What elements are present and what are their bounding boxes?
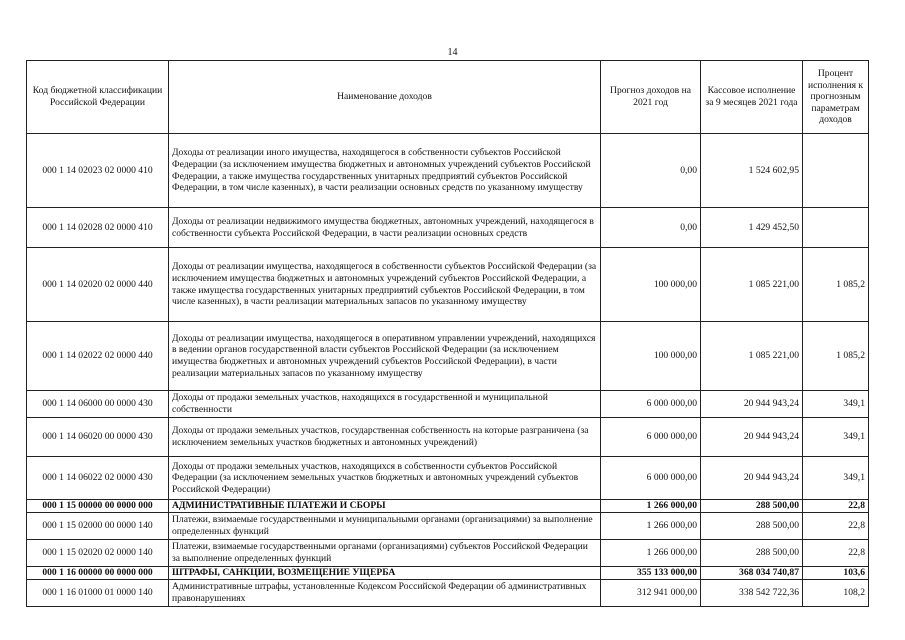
cell-actual: 20 944 943,24 bbox=[701, 391, 803, 418]
cell-name: Доходы от продажи земельных участков, государственная собственность на которые разграничена (за исключением земельных участков бюджетных и автономных учреждений) bbox=[169, 418, 601, 457]
cell-code: 000 1 15 02000 00 0000 140 bbox=[27, 513, 169, 540]
cell-code: 000 1 15 02020 02 0000 140 bbox=[27, 540, 169, 567]
cell-name: Доходы от реализации недвижимого имущества бюджетных, автономных учреждений, находящегося в собственности субъекта Российской Федерации, в части реализации основных средств bbox=[169, 208, 601, 248]
header-percent: Процент исполнения к прогнозным параметрам доходов bbox=[803, 61, 869, 134]
cell-forecast: 312 941 000,00 bbox=[601, 580, 701, 607]
cell-actual: 368 034 740,87 bbox=[701, 567, 803, 580]
cell-percent bbox=[803, 134, 869, 208]
cell-forecast: 1 266 000,00 bbox=[601, 513, 701, 540]
cell-name: Платежи, взимаемые государственными и муниципальными органами (организациями) за выполнение определенных функций bbox=[169, 513, 601, 540]
cell-actual: 288 500,00 bbox=[701, 513, 803, 540]
cell-name: Доходы от продажи земельных участков, находящихся в государственной и муниципальной собственности bbox=[169, 391, 601, 418]
cell-forecast: 6 000 000,00 bbox=[601, 391, 701, 418]
cell-code: 000 1 14 06022 02 0000 430 bbox=[27, 457, 169, 500]
cell-percent: 22,8 bbox=[803, 513, 869, 540]
table-row bbox=[27, 580, 869, 607]
table-row bbox=[27, 567, 869, 580]
revenue-table bbox=[26, 60, 869, 607]
cell-name: ШТРАФЫ, САНКЦИИ, ВОЗМЕЩЕНИЕ УЩЕРБА bbox=[169, 567, 601, 580]
cell-forecast: 0,00 bbox=[601, 208, 701, 248]
cell-forecast: 355 133 000,00 bbox=[601, 567, 701, 580]
cell-forecast: 100 000,00 bbox=[601, 248, 701, 322]
cell-name: Доходы от реализации иного имущества, находящегося в собственности субъектов Российской Федерации (за исключением имущества бюджетных и автономных учреждений субъектов Российской Федерации, а также имущества государственных унитарных предприятий субъектов Российской Федерации, в том числе казенных), в части реализации основных средств по указанному имуществу bbox=[169, 134, 601, 208]
cell-percent: 1 085,2 bbox=[803, 248, 869, 322]
cell-percent: 22,8 bbox=[803, 500, 869, 513]
cell-actual: 338 542 722,36 bbox=[701, 580, 803, 607]
cell-percent: 349,1 bbox=[803, 418, 869, 457]
table-row bbox=[27, 208, 869, 248]
cell-code: 000 1 15 00000 00 0000 000 bbox=[27, 500, 169, 513]
header-actual: Кассовое исполнение за 9 месяцев 2021 года bbox=[701, 61, 803, 134]
header-code: Код бюджетной классификации Российской Федерации bbox=[27, 61, 169, 134]
cell-actual: 1 429 452,50 bbox=[701, 208, 803, 248]
cell-code: 000 1 16 00000 00 0000 000 bbox=[27, 567, 169, 580]
cell-code: 000 1 14 02022 02 0000 440 bbox=[27, 322, 169, 391]
cell-actual: 1 524 602,95 bbox=[701, 134, 803, 208]
table-row bbox=[27, 513, 869, 540]
cell-name: Доходы от реализации имущества, находящегося в собственности субъектов Российской Федерации (за исключением имущества бюджетных и автономных учреждений субъектов Российской Федерации, а также имущества государственных унитарных предприятий субъектов Российской Федерации, в том числе казенных), в части реализации материальных запасов по указанному имуществу bbox=[169, 248, 601, 322]
cell-forecast: 6 000 000,00 bbox=[601, 457, 701, 500]
cell-name: Административные штрафы, установленные Кодексом Российской Федерации об административных правонарушениях bbox=[169, 580, 601, 607]
cell-percent: 1 085,2 bbox=[803, 322, 869, 391]
cell-name: АДМИНИСТРАТИВНЫЕ ПЛАТЕЖИ И СБОРЫ bbox=[169, 500, 601, 513]
cell-code: 000 1 14 02023 02 0000 410 bbox=[27, 134, 169, 208]
cell-code: 000 1 14 02020 02 0000 440 bbox=[27, 248, 169, 322]
cell-percent: 349,1 bbox=[803, 457, 869, 500]
cell-name: Платежи, взимаемые государственными органами (организациями) субъектов Российской Федерации за выполнение определенных функций bbox=[169, 540, 601, 567]
cell-name: Доходы от реализации имущества, находящегося в оперативном управлении учреждений, находящихся в ведении органов государственной власти субъектов Российской Федерации (за исключением имущества бюджетных и автономных учреждений субъектов Российской Федерации), в части реализации материальных запасов по указанному имуществу bbox=[169, 322, 601, 391]
cell-forecast: 1 266 000,00 bbox=[601, 500, 701, 513]
cell-forecast: 100 000,00 bbox=[601, 322, 701, 391]
page-number: 14 bbox=[447, 47, 458, 58]
cell-actual: 1 085 221,00 bbox=[701, 322, 803, 391]
cell-actual: 20 944 943,24 bbox=[701, 418, 803, 457]
cell-actual: 288 500,00 bbox=[701, 500, 803, 513]
table-row bbox=[27, 248, 869, 322]
cell-forecast: 1 266 000,00 bbox=[601, 540, 701, 567]
cell-percent: 349,1 bbox=[803, 391, 869, 418]
table-row bbox=[27, 391, 869, 418]
table-row bbox=[27, 540, 869, 567]
cell-percent: 22,8 bbox=[803, 540, 869, 567]
cell-code: 000 1 14 06000 00 0000 430 bbox=[27, 391, 169, 418]
cell-actual: 288 500,00 bbox=[701, 540, 803, 567]
cell-forecast: 0,00 bbox=[601, 134, 701, 208]
table-header-row bbox=[27, 61, 869, 134]
cell-percent: 103,6 bbox=[803, 567, 869, 580]
cell-code: 000 1 14 02028 02 0000 410 bbox=[27, 208, 169, 248]
table-row bbox=[27, 457, 869, 500]
header-name: Наименование доходов bbox=[169, 61, 601, 134]
cell-percent: 108,2 bbox=[803, 580, 869, 607]
table-row bbox=[27, 500, 869, 513]
cell-code: 000 1 16 01000 01 0000 140 bbox=[27, 580, 169, 607]
header-forecast: Прогноз доходов на 2021 год bbox=[601, 61, 701, 134]
cell-forecast: 6 000 000,00 bbox=[601, 418, 701, 457]
cell-name: Доходы от продажи земельных участков, находящихся в собственности субъектов Российской Федерации (за исключением земельных участков бюджетных и автономных учреждений субъектов Российской Федерации) bbox=[169, 457, 601, 500]
cell-actual: 20 944 943,24 bbox=[701, 457, 803, 500]
cell-actual: 1 085 221,00 bbox=[701, 248, 803, 322]
table-body bbox=[27, 134, 869, 607]
cell-percent bbox=[803, 208, 869, 248]
table-row bbox=[27, 322, 869, 391]
cell-code: 000 1 14 06020 00 0000 430 bbox=[27, 418, 169, 457]
table-row bbox=[27, 134, 869, 208]
table-row bbox=[27, 418, 869, 457]
